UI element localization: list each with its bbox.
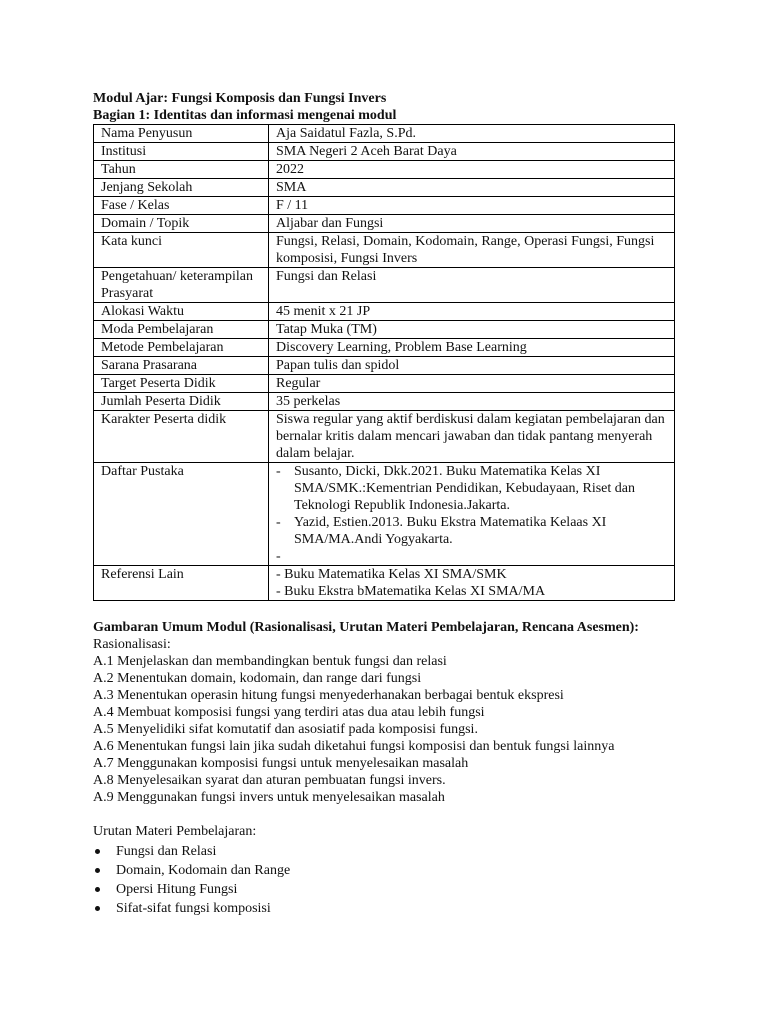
row-label: Karakter Peserta didik	[94, 411, 269, 463]
list-item: A.8 Menyelesaikan syarat dan aturan pembuatan fungsi invers.	[93, 773, 446, 788]
row-value: Siswa regular yang aktif berdiskusi dalam kegiatan pembelajaran dan bernalar kritis dalam mencari jawaban dan tidak pantang menyerah dalam belajar.	[269, 411, 675, 463]
module-title: Modul Ajar: Fungsi Komposis dan Fungsi Invers	[93, 91, 387, 106]
row-value: Aja Saidatul Fazla, S.Pd.	[269, 125, 675, 143]
row-value: SMA	[269, 179, 675, 197]
list-item: A.4 Membuat komposisi fungsi yang terdiri atas dua atau lebih fungsi	[93, 705, 485, 720]
table-row	[94, 161, 675, 179]
table-row	[94, 143, 675, 161]
row-value: Regular	[269, 375, 675, 393]
list-item: Opersi Hitung Fungsi	[93, 880, 678, 899]
table-row	[94, 411, 675, 463]
row-value: 45 menit x 21 JP	[269, 303, 675, 321]
row-value: SMA Negeri 2 Aceh Barat Daya	[269, 143, 675, 161]
list-item: A.1 Menjelaskan dan membandingkan bentuk fungsi dan relasi	[93, 654, 447, 669]
row-label: Referensi Lain	[94, 566, 269, 601]
row-label: Jumlah Peserta Didik	[94, 393, 269, 411]
table-row	[94, 393, 675, 411]
row-value: Discovery Learning, Problem Base Learning	[269, 339, 675, 357]
table-row	[94, 321, 675, 339]
table-row	[94, 339, 675, 357]
table-row	[94, 197, 675, 215]
row-label: Domain / Topik	[94, 215, 269, 233]
table-row	[94, 357, 675, 375]
rationalization-list	[93, 653, 678, 806]
document-content	[93, 90, 678, 918]
list-item: A.3 Menentukan operasin hitung fungsi menyederhanakan berbagai bentuk ekspresi	[93, 688, 564, 703]
reference-list	[276, 463, 667, 565]
row-label: Nama Penyusun	[94, 125, 269, 143]
row-label: Jenjang Sekolah	[94, 179, 269, 197]
reference-item: - Yazid, Estien.2013. Buku Ekstra Matematika Kelaas XI SMA/MA.Andi Yogyakarta.	[276, 514, 667, 548]
overview-heading: Gambaran Umum Modul (Rasionalisasi, Urutan Materi Pembelajaran, Rencana Asesmen):	[93, 620, 639, 635]
list-item: Fungsi dan Relasi	[93, 842, 678, 861]
list-item: A.9 Menggunakan fungsi invers untuk menyelesaikan masalah	[93, 790, 445, 805]
row-value: Fungsi dan Relasi	[269, 268, 675, 303]
row-value: Papan tulis dan spidol	[269, 357, 675, 375]
row-label: Institusi	[94, 143, 269, 161]
row-label: Sarana Prasarana	[94, 357, 269, 375]
reference-line: - Buku Matematika Kelas XI SMA/SMK	[276, 567, 507, 582]
reference-line: - Buku Ekstra bMatematika Kelas XI SMA/MA	[276, 584, 546, 599]
row-value: Aljabar dan Fungsi	[269, 215, 675, 233]
rationalization-label: Rasionalisasi:	[93, 637, 171, 652]
table-row-daftar-pustaka	[94, 463, 675, 566]
row-label: Metode Pembelajaran	[94, 339, 269, 357]
row-label: Moda Pembelajaran	[94, 321, 269, 339]
list-item: A.7 Menggunakan komposisi fungsi untuk menyelesaikan masalah	[93, 756, 469, 771]
table-row	[94, 233, 675, 268]
row-label: Alokasi Waktu	[94, 303, 269, 321]
table-row	[94, 375, 675, 393]
row-value: 35 perkelas	[269, 393, 675, 411]
list-item: Domain, Kodomain dan Range	[93, 861, 678, 880]
table-row	[94, 268, 675, 303]
row-label: Pengetahuan/ keterampilan Prasyarat	[94, 268, 269, 303]
row-value	[269, 463, 675, 566]
list-item: Sifat-sifat fungsi komposisi	[93, 899, 678, 918]
row-value: 2022	[269, 161, 675, 179]
reference-item: - Susanto, Dicki, Dkk.2021. Buku Matematika Kelas XI SMA/SMK.:Kementrian Pendidikan, Kebudayaan, Riset dan Teknologi Republik Indonesia.Jakarta.	[276, 463, 667, 514]
row-label: Fase / Kelas	[94, 197, 269, 215]
list-item: A.2 Menentukan domain, kodomain, dan range dari fungsi	[93, 671, 422, 686]
row-value	[269, 566, 675, 601]
spacer	[93, 806, 678, 823]
reference-item-empty	[276, 548, 667, 565]
table-row	[94, 215, 675, 233]
material-order-list	[93, 842, 678, 918]
table-row	[94, 125, 675, 143]
list-item: A.6 Menentukan fungsi lain jika sudah diketahui fungsi komposisi dan bentuk fungsi lainnya	[93, 739, 615, 754]
row-label: Kata kunci	[94, 233, 269, 268]
row-value: F / 11	[269, 197, 675, 215]
row-label: Tahun	[94, 161, 269, 179]
row-label: Target Peserta Didik	[94, 375, 269, 393]
list-item: A.5 Menyelidiki sifat komutatif dan asosiatif pada komposisi fungsi.	[93, 722, 478, 737]
table-row-referensi-lain	[94, 566, 675, 601]
row-value: Tatap Muka (TM)	[269, 321, 675, 339]
row-value: Fungsi, Relasi, Domain, Kodomain, Range, Operasi Fungsi, Fungsi komposisi, Fungsi Invers	[269, 233, 675, 268]
material-order-label: Urutan Materi Pembelajaran:	[93, 824, 257, 839]
table-row	[94, 179, 675, 197]
identity-table	[93, 124, 675, 601]
table-row	[94, 303, 675, 321]
section-title: Bagian 1: Identitas dan informasi mengenai modul	[93, 108, 397, 123]
row-label: Daftar Pustaka	[94, 463, 269, 566]
